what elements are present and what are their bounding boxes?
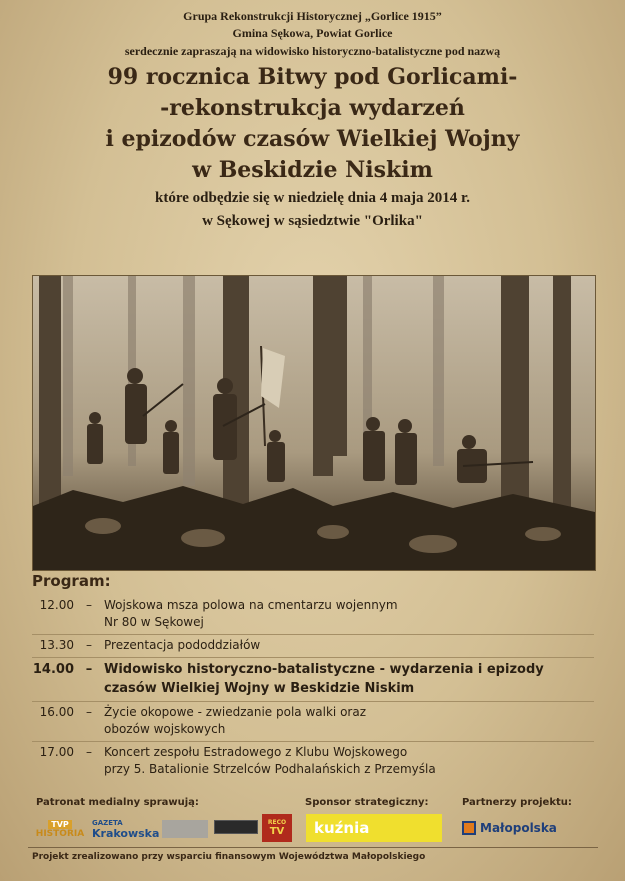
place-line: w Sękowej w sąsiedztwie "Orlika" (202, 213, 423, 229)
historia-logo-text: HISTORIA (35, 828, 85, 839)
program-dash: – (85, 662, 93, 677)
program-text-line-1: Życie okopowe - zwiedzanie pola walki oraz (104, 705, 366, 719)
event-photo (32, 275, 596, 571)
reco-tv-logo (262, 814, 292, 842)
media-logo-placeholder (162, 820, 208, 838)
program-text-line-2: obozów wojskowych (104, 722, 226, 736)
program-text (104, 637, 594, 654)
reco-logo-text: RECO (267, 819, 287, 826)
org-line-1: Grupa Rekonstrukcji Historycznej „Gorlice 1915” (183, 9, 442, 23)
program-item (32, 595, 594, 635)
program-dash: – (86, 638, 92, 652)
program-dash: – (86, 705, 92, 719)
program-text (104, 597, 594, 631)
title-line-1: 99 rocznica Bitwy pod Gorlicami- (107, 64, 518, 90)
logos-row (0, 814, 625, 844)
partners-label: Partnerzy projektu: (462, 797, 572, 808)
tv-logo-text: TV (269, 826, 285, 837)
media-patrons-label: Patronat medialny sprawują: (36, 797, 199, 808)
strategic-sponsor-label: Sponsor strategiczny: (305, 797, 429, 808)
program-list (32, 595, 594, 781)
program-text (104, 744, 594, 778)
program-text-line-2: przy 5. Batalionie Strzelców Podhalańskich z Przemyśla (104, 762, 436, 776)
media-logo-dark (214, 820, 258, 834)
krakowska-logo-text: Krakowska (92, 826, 160, 840)
program-time: 12.00 (39, 598, 74, 612)
event-title (0, 62, 625, 186)
tvp-historia-logo (34, 816, 86, 842)
title-line-2: -rekonstrukcja wydarzeń (160, 95, 465, 121)
org-line-2: Gmina Sękowa, Powiat Gorlice (232, 26, 393, 40)
invite-line: serdecznie zapraszają na widowisko historyczno-batalistyczne pod nazwą (124, 44, 501, 58)
program-text-line-2: Nr 80 w Sękowej (104, 615, 204, 629)
soldiers-forest-illustration (33, 276, 595, 570)
program-item (32, 635, 594, 658)
program-time: 16.00 (39, 705, 74, 719)
program-text (104, 660, 594, 698)
date-line: które odbędzie się w niedzielę dnia 4 maja 2014 r. (155, 190, 470, 206)
malopolska-logo-text: Małopolska (480, 821, 557, 835)
header (0, 0, 625, 232)
gazeta-logo-text: GAZETA (92, 818, 123, 827)
program-dash: – (86, 745, 92, 759)
program-heading: Program: (32, 572, 111, 590)
footer-note: Projekt zrealizowano przy wsparciu finansowym Województwa Małopolskiego (32, 852, 426, 862)
program-item (32, 742, 594, 781)
program-text-line-1: Koncert zespołu Estradowego z Klubu Wojskowego (104, 745, 408, 759)
program-time: 17.00 (39, 745, 74, 759)
program-dash: – (86, 598, 92, 612)
program-text-line-1: Prezentacja pododdziałów (104, 638, 261, 652)
title-line-4: w Beskidzie Niskim (192, 157, 433, 183)
kuznia-logo-text: kuźnia (314, 819, 370, 837)
program-time: 14.00 (32, 662, 74, 677)
program-text-line-1: Widowisko historyczno-batalistyczne - wydarzenia i epizody (104, 662, 544, 677)
program-text (104, 704, 594, 738)
program-item-highlight (32, 658, 594, 702)
kuznia-logo (306, 814, 442, 842)
program-item (32, 702, 594, 742)
tvp-logo-text: TVP (48, 820, 72, 829)
program-text-line-1: Wojskowa msza polowa na cmentarzu wojennym (104, 598, 398, 612)
malopolska-emblem-icon (462, 821, 476, 835)
program-text-line-2: czasów Wielkiej Wojny w Beskidzie Niskim (104, 681, 415, 696)
malopolska-logo (462, 816, 574, 840)
footer-divider (28, 847, 598, 848)
title-line-3: i epizodów czasów Wielkiej Wojny (105, 126, 520, 152)
program-time: 13.30 (39, 638, 74, 652)
gazeta-krakowska-logo (92, 816, 160, 842)
